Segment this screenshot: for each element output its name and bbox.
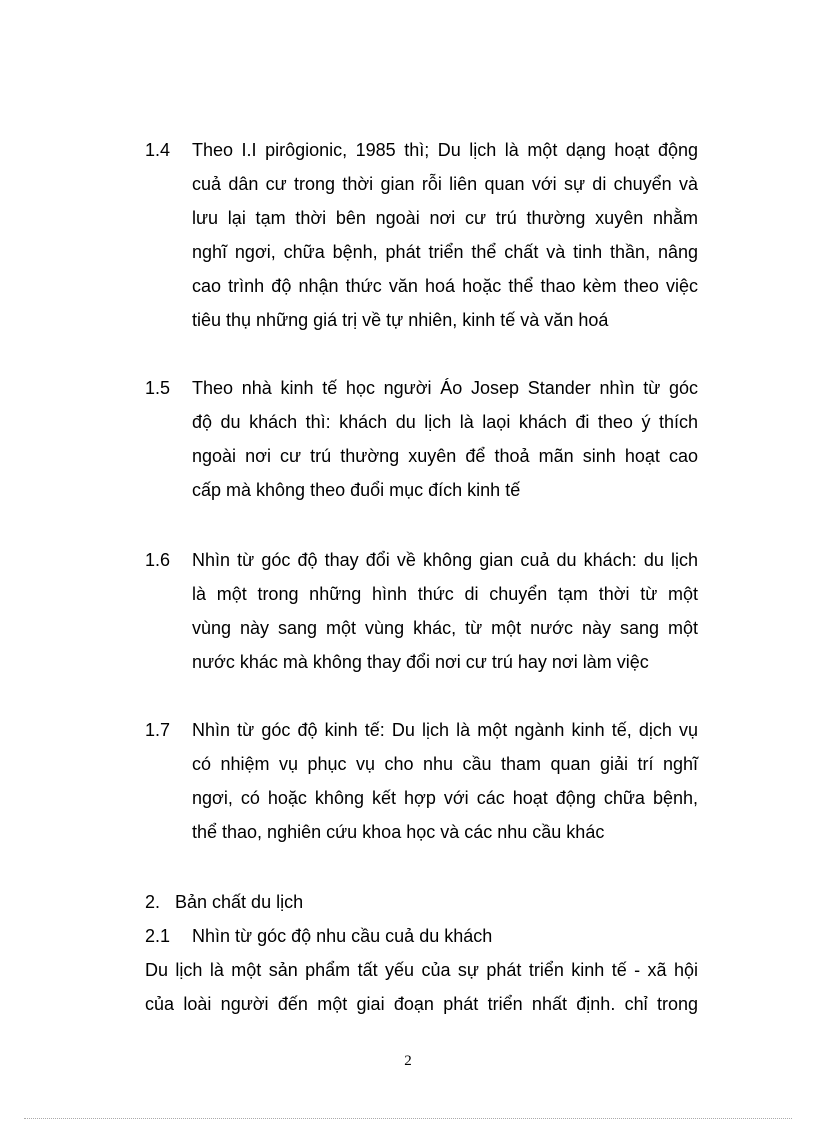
item-text-line: cao trình độ nhận thức văn hoá hoặc thể thao kèm theo việc <box>192 276 698 296</box>
item-number: 1.4 <box>145 140 171 160</box>
list-item <box>145 713 698 849</box>
heading-title: Nhìn từ góc độ nhu cầu cuả du khách <box>192 926 493 946</box>
paragraph-line: của loài người đến một giai đoạn phát triển nhất định. chỉ trong <box>145 994 698 1014</box>
item-text-line: Nhìn từ góc độ thay đổi về không gian cuả du khách: du lịch <box>192 550 698 570</box>
heading-number: 2.1 <box>145 926 171 946</box>
heading-title: Bản chất du lịch <box>175 892 304 912</box>
section-heading-2 <box>145 885 698 919</box>
body-paragraph <box>145 953 698 1021</box>
list-item <box>145 133 698 337</box>
item-text-line: cuả dân cư trong thời gian rỗi liên quan với sự di chuyển và <box>192 174 698 194</box>
item-text-line: Theo nhà kinh tế học người Áo Josep Stander nhìn từ góc <box>192 378 698 398</box>
item-text-line: thể thao, nghiên cứu khoa học và các nhu cầu khác <box>192 822 605 842</box>
page-break-divider <box>24 1118 792 1119</box>
item-text-line: ngơi, có hoặc không kết hợp với các hoạt động chữa bệnh, <box>192 788 698 808</box>
item-text-line: là một trong những hình thức di chuyển tạm thời từ một <box>192 584 698 604</box>
item-text-line: Theo I.I pirôgionic, 1985 thì; Du lịch là một dạng hoạt động <box>192 140 698 160</box>
item-number: 1.7 <box>145 720 171 740</box>
item-text-line: lưu lại tạm thời bên ngoài nơi cư trú thường xuyên nhằm <box>192 208 698 228</box>
item-text-line: nghĩ ngơi, chữa bệnh, phát triển thể chất và tinh thần, nâng <box>192 242 698 262</box>
item-text-line: vùng này sang một vùng khác, từ một nước này sang một <box>192 618 698 638</box>
item-text-line: có nhiệm vụ phục vụ cho nhu cầu tham quan giải trí nghĩ <box>192 754 698 774</box>
item-text-line: Nhìn từ góc độ kinh tế: Du lịch là một ngành kinh tế, dịch vụ <box>192 720 698 740</box>
paragraph-line: Du lịch là một sản phẩm tất yếu của sự phát triển kinh tế - xã hội <box>145 960 698 980</box>
item-text-line: tiêu thụ những giá trị về tự nhiên, kinh tế và văn hoá <box>192 310 609 330</box>
item-text-line: độ du khách thì: khách du lịch là laọi khách đi theo ý thích <box>192 412 698 432</box>
heading-number: 2. <box>145 892 161 912</box>
page-number: 2 <box>404 1053 412 1069</box>
item-text-line: ngoài nơi cư trú thường xuyên để thoả mãn sinh hoạt cao <box>192 446 698 466</box>
list-item <box>145 543 698 679</box>
item-text-line: nước khác mà không thay đổi nơi cư trú hay nơi làm việc <box>192 652 649 672</box>
item-text-line: cấp mà không theo đuổi mục đích kinh tế <box>192 480 521 500</box>
item-number: 1.5 <box>145 378 171 398</box>
item-number: 1.6 <box>145 550 171 570</box>
section-heading-2-1 <box>145 919 698 953</box>
list-item <box>145 371 698 507</box>
